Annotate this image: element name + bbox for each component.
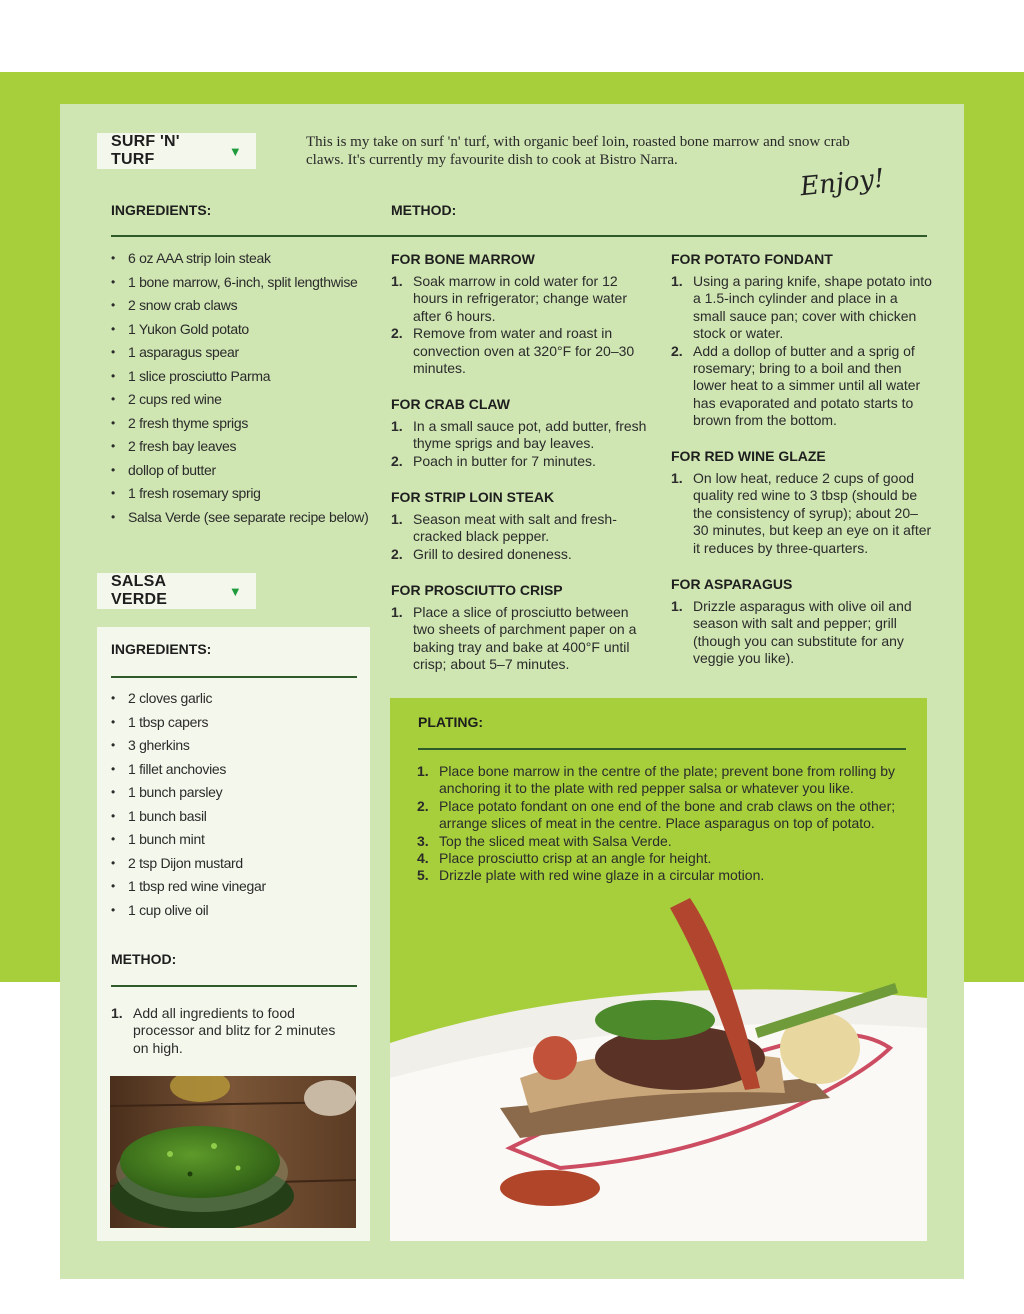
method-section [391, 489, 653, 563]
method-section-title: FOR PROSCIUTTO CRISP [391, 582, 563, 598]
step-item [671, 470, 933, 557]
ingredient-item: • 1 bunch basil [111, 805, 357, 829]
method-section-title: FOR POTATO FONDANT [671, 251, 833, 267]
method-steps-list [391, 273, 653, 377]
step-number: 3. [417, 832, 429, 849]
step-text: Remove from water and roast in convection oven at 320°F for 20–30 minutes. [413, 325, 635, 377]
step-item [391, 325, 653, 377]
step-text: Add all ingredients to food processor and blitz for 2 minutes on high. [133, 1005, 336, 1056]
ingredients-heading: INGREDIENTS: [111, 202, 212, 218]
step-number: 1. [391, 511, 403, 527]
recipe-intro: This is my take on surf 'n' turf, with organic beef loin, roasted bone marrow and snow crab claws. It's currently my favourite dish to cook at Bistro Narra. [306, 134, 850, 168]
step-text: Place potato fondant on one end of the bone and crab claws on the other; arrange slices of meat in the centre. Place asparagus on top of potato. [439, 797, 896, 832]
method-steps-list [391, 604, 653, 674]
method-section [671, 251, 933, 430]
step-number: 1. [671, 273, 683, 289]
method-heading: METHOD: [391, 202, 457, 218]
step-item [391, 273, 653, 325]
step-text: Soak marrow in cold water for 12 hours in refrigerator; change water after 6 hours. [413, 273, 627, 324]
ingredient-item: • 2 cups red wine [111, 388, 376, 412]
ingredient-item: • 2 fresh thyme sprigs [111, 412, 376, 436]
step-item [417, 763, 897, 798]
method-section-title: FOR CRAB CLAW [391, 396, 510, 412]
step-text: Using a paring knife, shape potato into a 1.5-inch cylinder and place in a small sauce pan; cover with chicken stock or water. [693, 273, 932, 342]
step-number: 1. [391, 273, 403, 289]
ingredient-item: • 1 fillet anchovies [111, 758, 357, 782]
step-number: 2. [417, 797, 429, 814]
ingredient-item: • 1 bone marrow, 6-inch, split lengthwise [111, 271, 376, 295]
salsa-title-tab [97, 573, 256, 609]
triangle-down-icon: ▼ [228, 583, 242, 599]
step-number: 1. [671, 470, 683, 486]
step-number: 1. [391, 418, 403, 434]
step-item [391, 418, 653, 453]
step-item [671, 343, 933, 430]
ingredient-item: • 1 cup olive oil [111, 899, 357, 923]
method-section-title: FOR STRIP LOIN STEAK [391, 489, 555, 505]
method-steps-list [391, 511, 653, 563]
salsa-method-rule [111, 985, 357, 987]
salsa-verde-photo [110, 1076, 356, 1228]
step-number: 1. [391, 604, 403, 620]
ingredient-item: • 1 tbsp capers [111, 711, 357, 735]
salsa-ingredients-rule [111, 676, 357, 678]
ingredient-item: • 1 Yukon Gold potato [111, 318, 376, 342]
step-text: Top the sliced meat with Salsa Verde. [439, 832, 672, 849]
header-rule [111, 235, 927, 237]
salsa-title: SALSA VERDE [111, 573, 168, 608]
step-number: 1. [111, 1005, 123, 1021]
signoff-text: Enjoy! [798, 163, 886, 203]
step-text: In a small sauce pot, add butter, fresh thyme sprigs and bay leaves. [413, 418, 647, 452]
method-section [671, 576, 933, 668]
method-steps-list [671, 598, 933, 668]
step-text: Drizzle asparagus with olive oil and season with salt and pepper; grill (though you can substitute for any veggie you like). [693, 598, 912, 667]
ingredient-item: • dollop of butter [111, 459, 376, 483]
plating-heading: PLATING: [418, 714, 484, 730]
method-section [391, 582, 653, 674]
ingredients-list [111, 247, 376, 529]
salsa-ingredients-list [111, 687, 357, 922]
ingredient-item: • 2 tsp Dijon mustard [111, 852, 357, 876]
plating-rule [418, 748, 906, 750]
ingredient-item: • 2 snow crab claws [111, 294, 376, 318]
plating-box [390, 698, 927, 1241]
step-text: Poach in butter for 7 minutes. [413, 452, 596, 469]
step-item [391, 453, 653, 470]
ingredient-item: • 1 asparagus spear [111, 341, 376, 365]
ingredient-item: • Salsa Verde (see separate recipe below) [111, 506, 376, 530]
salsa-steps-list [111, 1005, 343, 1057]
step-number: 2. [391, 325, 403, 342]
step-item [671, 273, 933, 343]
recipe-title-tab [97, 133, 256, 169]
ingredient-item: • 1 bunch parsley [111, 781, 357, 805]
ingredient-item: • 1 bunch mint [111, 828, 357, 852]
step-number: 2. [671, 342, 683, 359]
step-number: 1. [671, 598, 683, 614]
ingredient-item: • 1 fresh rosemary sprig [111, 482, 376, 506]
step-number: 4. [417, 850, 429, 867]
step-number: 1. [417, 763, 429, 779]
step-number: 2. [391, 545, 403, 562]
salsa-method [111, 1005, 343, 1057]
step-text: Drizzle plate with red wine glaze in a circular motion. [439, 867, 765, 884]
step-item [671, 598, 933, 668]
step-item [417, 850, 897, 867]
ingredient-item: • 6 oz AAA strip loin steak [111, 247, 376, 271]
method-steps-list [671, 273, 933, 430]
step-number: 5. [417, 867, 429, 884]
method-steps-list [391, 418, 653, 470]
step-item [417, 833, 897, 850]
step-item [417, 867, 897, 884]
step-text: On low heat, reduce 2 cups of good quality red wine to 3 tbsp (should be the consistency of syrup); about 20–30 minutes, but keep an eye on it after it reduces by three-quarters. [693, 470, 932, 556]
step-number: 2. [391, 452, 403, 469]
step-item [391, 546, 653, 563]
step-item [417, 798, 897, 833]
plating-steps-list [417, 763, 897, 885]
plating-steps [417, 763, 897, 885]
method-section-title: FOR BONE MARROW [391, 251, 535, 267]
ingredient-item: • 2 fresh bay leaves [111, 435, 376, 459]
method-section-title: FOR RED WINE GLAZE [671, 448, 826, 464]
step-text: Season meat with salt and fresh-cracked black pepper. [413, 511, 617, 545]
step-item [391, 604, 653, 674]
step-item [111, 1005, 343, 1057]
step-text: Place prosciutto crisp at an angle for height. [439, 850, 712, 867]
salsa-ingredients-heading: INGREDIENTS: [111, 641, 212, 657]
triangle-down-icon: ▼ [228, 143, 242, 159]
salsa-method-heading: METHOD: [111, 951, 177, 967]
step-item [391, 511, 653, 546]
ingredient-item: • 1 slice prosciutto Parma [111, 365, 376, 389]
recipe-title: SURF 'N' TURF [111, 133, 180, 168]
ingredient-item: • 3 gherkins [111, 734, 357, 758]
ingredient-item: • 2 cloves garlic [111, 687, 357, 711]
step-text: Add a dollop of butter and a sprig of rosemary; bring to a boil and then lower heat to a simmer until all water has evaporated and potato starts to brown from the bottom. [693, 342, 921, 429]
method-section-title: FOR ASPARAGUS [671, 576, 793, 592]
ingredient-item: • 1 tbsp red wine vinegar [111, 875, 357, 899]
step-text: Place bone marrow in the centre of the plate; prevent bone from rolling by anchoring it to the plate with red pepper salsa or whatever you like. [439, 763, 896, 797]
method-section [391, 396, 653, 470]
method-section [391, 251, 653, 377]
step-text: Place a slice of prosciutto between two sheets of parchment paper on a baking tray and bake at 400°F until crisp; about 5–7 minutes. [413, 604, 637, 673]
step-text: Grill to desired doneness. [413, 545, 572, 562]
method-section [671, 448, 933, 557]
method-steps-list [671, 470, 933, 557]
